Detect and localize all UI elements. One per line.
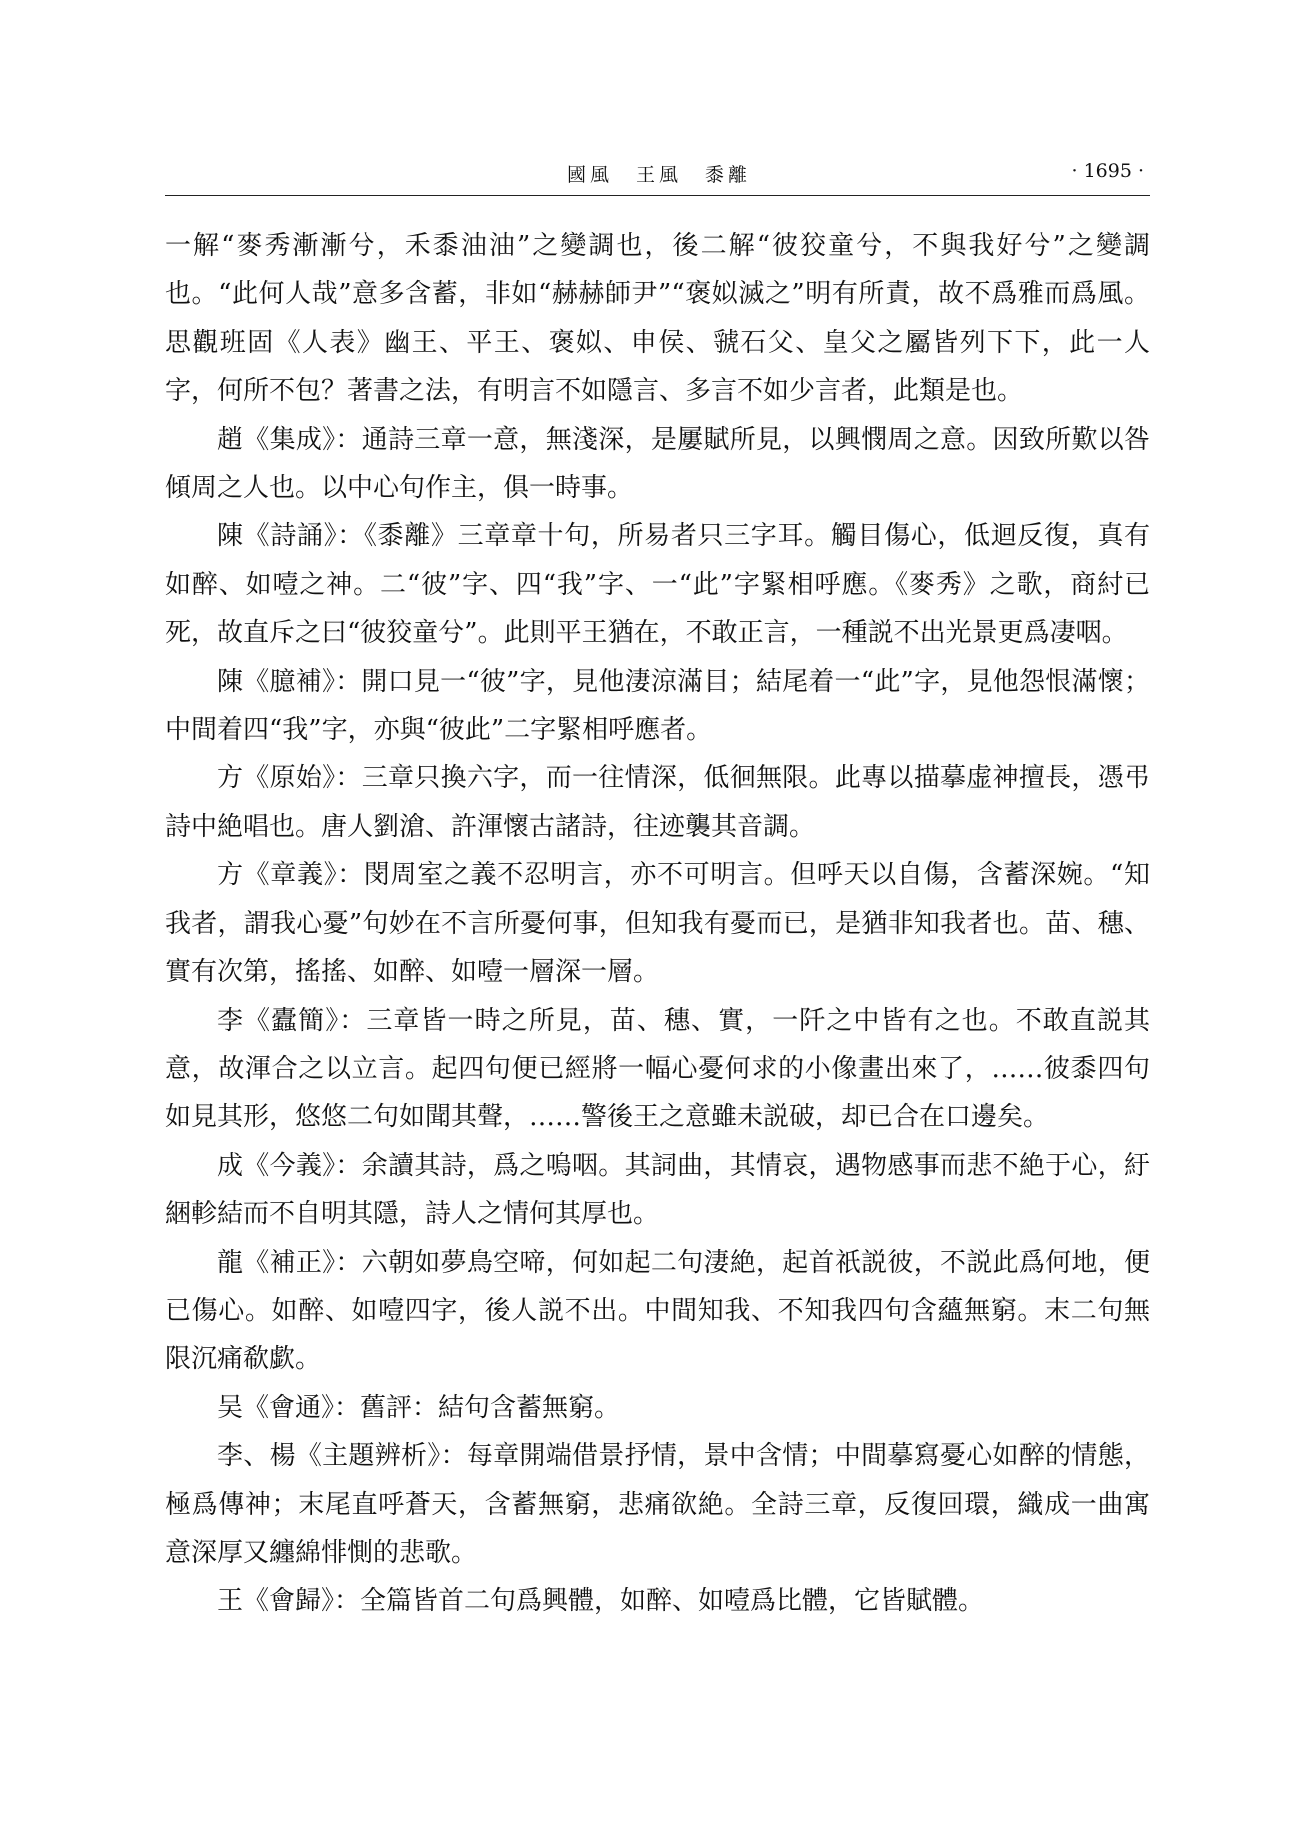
commentary-paragraph: 方《章義》：閔周室之義不忍明言，亦不可明言。但呼天以自傷，含蓄深婉。“知我者，謂我心憂”句妙在不言所憂何事，但知我有憂而已，是猶非知我者也。苗、穗、實有次第，搖搖、如醉、如噎一層深一層。 xyxy=(165,860,1150,988)
commentary-paragraph: 吴《會通》：舊評：結句含蓄無窮。 xyxy=(217,1392,621,1423)
commentary-paragraph: 趙《集成》：通詩三章一意，無淺深，是屢賦所見，以興憫周之意。因致所歎以咎傾周之人也。以中心句作主，俱一時事。 xyxy=(165,424,1150,504)
commentary-paragraph: 一解“麥秀漸漸兮，禾黍油油”之變調也，後二解“彼狡童兮，不與我好兮”之變調也。“此何人哉”意多含蓄，非如“赫赫師尹”“褒姒滅之”明有所責，故不爲雅而爲風。思觀班固《人表》幽王、平王、褒姒、申侯、虢石父、皇父之屬皆列下下，此一人字，何所不包？著書之法，有明言不如隱言、多言不如少言者，此類是也。 xyxy=(165,231,1150,407)
commentary-paragraph: 成《今義》：余讀其詩，爲之嗚咽。其詞曲，其情哀，遇物感事而悲不絶于心，紆綑軫結而不自明其隱，詩人之情何其厚也。 xyxy=(165,1150,1150,1230)
commentary-paragraph: 陳《詩誦》：《黍離》三章章十句，所易者只三字耳。觸目傷心，低迴反復，真有如醉、如噎之神。二“彼”字、四“我”字、一“此”字緊相呼應。《麥秀》之歌，商紂已死，故直斥之曰“彼狡童兮”。此則平王猶在，不敢正言，一種説不出光景更爲凄咽。 xyxy=(165,521,1150,649)
running-head xyxy=(165,150,1150,190)
commentary-paragraph: 李《蠹簡》：三章皆一時之所見，苗、穗、實，一阡之中皆有之也。不敢直説其意，故渾合之以立言。起四句便已經將一幅心憂何求的小像畫出來了，……彼黍四句如見其形，悠悠二句如聞其聲，……警後王之意雖未説破，却已合在口邊矣。 xyxy=(165,1005,1150,1133)
commentary-paragraph: 陳《臆補》：開口見一“彼”字，見他淒涼滿目；結尾着一“此”字，見他怨恨滿懷；中間着四“我”字，亦與“彼此”二字緊相呼應者。 xyxy=(165,666,1150,746)
commentary-paragraph: 龍《補正》：六朝如夢鳥空啼，何如起二句淒絶，起首祇説彼，不説此爲何地，便已傷心。如醉、如噎四字，後人説不出。中間知我、不知我四句含蘊無窮。末二句無限沉痛欷歔。 xyxy=(165,1247,1150,1375)
commentary-body xyxy=(165,222,1150,1626)
commentary-paragraph: 李、楊《主題辨析》：每章開端借景抒情，景中含情；中間摹寫憂心如醉的情態，極爲傳神；末尾直呼蒼天，含蓄無窮，悲痛欲絶。全詩三章，反復回環，織成一曲寓意深厚又纏綿悱惻的悲歌。 xyxy=(165,1441,1150,1568)
header-rule xyxy=(165,195,1150,196)
commentary-paragraph: 王《會歸》：全篇皆首二句爲興體，如醉、如噎爲比體，它皆賦體。 xyxy=(217,1586,985,1617)
page-number: · 1695 · xyxy=(1071,160,1144,182)
running-head-title: 國風 王風 黍離 xyxy=(567,164,752,186)
commentary-paragraph: 方《原始》：三章只換六字，而一往情深，低徊無限。此專以描摹虚神擅長，憑弔詩中絶唱也。唐人劉滄、許渾懷古諸詩，往迹襲其音調。 xyxy=(165,763,1150,842)
